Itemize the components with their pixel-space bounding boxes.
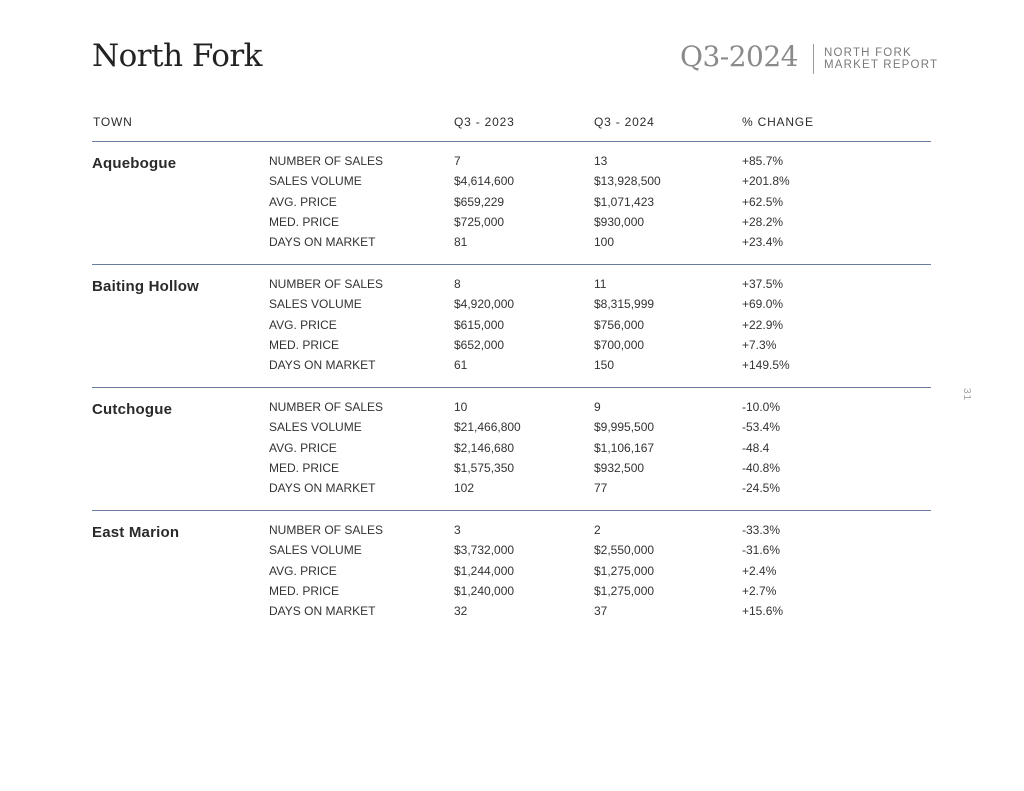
- q3-2023-value: 3: [454, 523, 461, 537]
- change-value: +149.5%: [742, 358, 790, 373]
- metric-label: NUMBER OF SALES: [269, 523, 384, 537]
- change-value: +23.4%: [742, 235, 784, 250]
- table-row: [92, 195, 931, 215]
- column-header-q3-2023: Q3 - 2023: [454, 115, 515, 129]
- metric-label: MED. PRICE: [269, 337, 340, 352]
- q3-2023-value: 102: [454, 481, 475, 496]
- q3-2023-value: $2,146,680: [454, 440, 515, 455]
- metric-label: SALES VOLUME: [269, 297, 362, 312]
- q3-2023-value: $615,000: [454, 317, 505, 332]
- q3-2024-value: $13,928,500: [594, 174, 661, 189]
- q3-2023-value: 10: [454, 400, 468, 414]
- change-value: +69.0%: [742, 297, 784, 312]
- market-table: [92, 112, 931, 633]
- q3-2024-value: 150: [594, 358, 615, 373]
- q3-2023-value: $4,614,600: [454, 174, 515, 189]
- town-name: East Marion: [92, 524, 180, 541]
- q3-2023-value: $1,575,350: [454, 460, 515, 475]
- change-value: +7.3%: [742, 337, 777, 352]
- q3-2024-value: 37: [594, 604, 608, 619]
- column-header-town: TOWN: [93, 115, 133, 129]
- change-value: -53.4%: [742, 420, 781, 435]
- metric-label: MED. PRICE: [269, 460, 340, 475]
- q3-2024-value: $1,106,167: [594, 440, 655, 455]
- change-value: +37.5%: [742, 277, 784, 291]
- metric-label: SALES VOLUME: [269, 174, 362, 189]
- table-row: [92, 318, 931, 338]
- change-value: -40.8%: [742, 460, 781, 475]
- q3-2024-value: 9: [594, 400, 601, 414]
- q3-2023-value: $21,466,800: [454, 420, 521, 435]
- town-name: Baiting Hollow: [92, 278, 199, 295]
- q3-2023-value: 61: [454, 358, 468, 373]
- q3-2024-value: $8,315,999: [594, 297, 655, 312]
- table-row: [92, 604, 931, 624]
- q3-2023-value: 32: [454, 604, 468, 619]
- table-row: [92, 235, 931, 255]
- change-value: -31.6%: [742, 543, 781, 558]
- metric-label: NUMBER OF SALES: [269, 154, 384, 168]
- change-value: +85.7%: [742, 154, 784, 168]
- table-row: [92, 358, 931, 378]
- q3-2024-value: $9,995,500: [594, 420, 655, 435]
- table-row: [92, 564, 931, 584]
- metric-label: AVG. PRICE: [269, 317, 337, 332]
- metric-label: SALES VOLUME: [269, 543, 362, 558]
- change-value: +22.9%: [742, 317, 784, 332]
- change-value: -10.0%: [742, 400, 781, 414]
- metric-label: DAYS ON MARKET: [269, 481, 376, 496]
- q3-2024-value: $1,071,423: [594, 194, 655, 209]
- q3-2023-value: $725,000: [454, 214, 505, 229]
- q3-2024-value: $1,275,000: [594, 563, 655, 578]
- table-row: [92, 338, 931, 358]
- column-header-change: % CHANGE: [742, 115, 814, 129]
- metric-label: AVG. PRICE: [269, 440, 337, 455]
- change-value: +2.4%: [742, 563, 777, 578]
- table-row: [92, 523, 931, 543]
- q3-2024-value: $930,000: [594, 214, 645, 229]
- metric-label: DAYS ON MARKET: [269, 235, 376, 250]
- metric-label: SALES VOLUME: [269, 420, 362, 435]
- q3-2024-value: 77: [594, 481, 608, 496]
- metric-label: AVG. PRICE: [269, 194, 337, 209]
- table-row: [92, 154, 931, 174]
- change-value: -48.4: [742, 440, 770, 455]
- town-section: [92, 142, 931, 265]
- table-row: [92, 277, 931, 297]
- table-row: [92, 543, 931, 563]
- q3-2023-value: $659,229: [454, 194, 505, 209]
- table-row: [92, 584, 931, 604]
- metric-label: AVG. PRICE: [269, 563, 337, 578]
- change-value: +28.2%: [742, 214, 784, 229]
- metric-label: NUMBER OF SALES: [269, 277, 384, 291]
- q3-2024-value: $2,550,000: [594, 543, 655, 558]
- q3-2023-value: 81: [454, 235, 468, 250]
- page-number: 31: [961, 388, 972, 402]
- table-row: [92, 461, 931, 481]
- change-value: +62.5%: [742, 194, 784, 209]
- q3-2024-value: 2: [594, 523, 601, 537]
- metric-label: DAYS ON MARKET: [269, 604, 376, 619]
- q3-2023-value: $3,732,000: [454, 543, 515, 558]
- q3-2024-value: $1,275,000: [594, 583, 655, 598]
- table-row: [92, 481, 931, 501]
- town-section: [92, 511, 931, 633]
- q3-2023-value: $1,240,000: [454, 583, 515, 598]
- q3-2024-value: 100: [594, 235, 615, 250]
- q3-2023-value: $4,920,000: [454, 297, 515, 312]
- q3-2024-value: $756,000: [594, 317, 645, 332]
- column-header-q3-2024: Q3 - 2024: [594, 115, 655, 129]
- town-name: Cutchogue: [92, 401, 173, 418]
- q3-2024-value: $700,000: [594, 337, 645, 352]
- change-value: +15.6%: [742, 604, 784, 619]
- header-divider: [813, 44, 814, 74]
- change-value: +2.7%: [742, 583, 777, 598]
- metric-label: DAYS ON MARKET: [269, 358, 376, 373]
- table-row: [92, 400, 931, 420]
- q3-2023-value: 7: [454, 154, 461, 168]
- q3-2024-value: 13: [594, 154, 608, 168]
- change-value: +201.8%: [742, 174, 790, 189]
- report-label: [824, 47, 938, 71]
- page-title: North Fork: [92, 38, 262, 74]
- q3-2023-value: $1,244,000: [454, 563, 515, 578]
- report-quarter: Q3-2024: [680, 40, 798, 73]
- table-row: [92, 215, 931, 235]
- metric-label: MED. PRICE: [269, 583, 340, 598]
- q3-2024-value: 11: [594, 277, 607, 291]
- table-row: [92, 297, 931, 317]
- change-value: -33.3%: [742, 523, 781, 537]
- q3-2023-value: $652,000: [454, 337, 505, 352]
- town-name: Aquebogue: [92, 155, 177, 172]
- table-row: [92, 441, 931, 461]
- metric-label: MED. PRICE: [269, 214, 340, 229]
- table-row: [92, 174, 931, 194]
- q3-2024-value: $932,500: [594, 460, 645, 475]
- metric-label: NUMBER OF SALES: [269, 400, 384, 414]
- table-header: [92, 112, 931, 142]
- town-section: [92, 265, 931, 388]
- change-value: -24.5%: [742, 481, 781, 496]
- table-row: [92, 420, 931, 440]
- report-label-line2: MARKET REPORT: [824, 59, 939, 71]
- report-label-line1: NORTH FORK: [824, 47, 912, 59]
- town-section: [92, 388, 931, 511]
- q3-2023-value: 8: [454, 277, 461, 291]
